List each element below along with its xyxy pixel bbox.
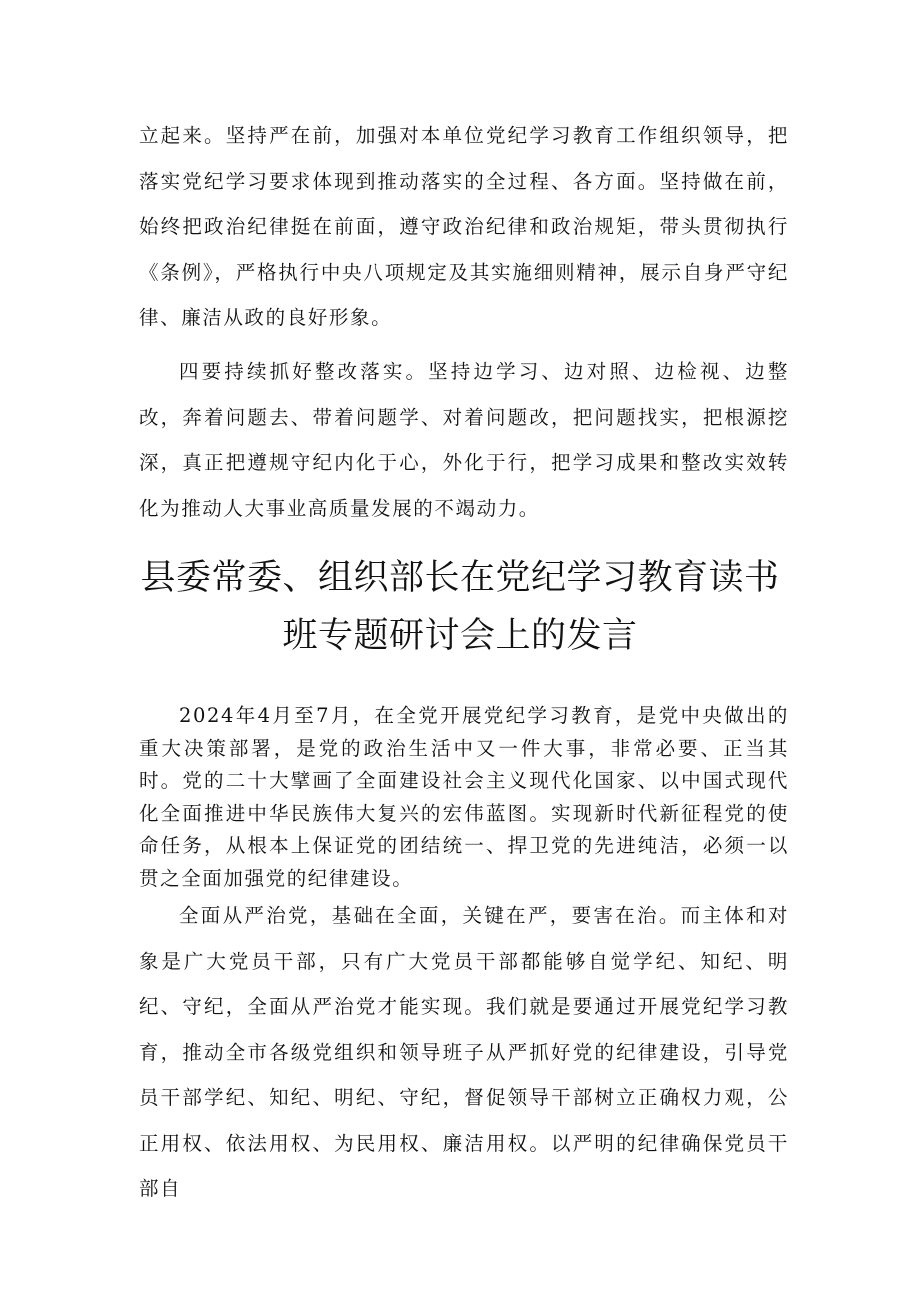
paragraph-continuation: 立起来。坚持严在前，加强对本单位党纪学习教育工作组织领导，把落实党纪学习要求体现到推动落实的全过程、各方面。坚持做在前，始终把政治纪律挺在前面，遵守政治纪律和政治规矩，带头贯彻执行《条例》，严格执行中央八项规定及其实施细则精神，展示自身严守纪律、廉洁从政的良好形象。 — [139, 124, 789, 329]
paragraph-rectification: 四要持续抓好整改落实。坚持边学习、边对照、边检视、边整改，奔着问题去、带着问题学、对着问题改，把问题找实，把根源挖深，真正把遵规守纪内化于心，外化于行，把学习成果和整改实效转化为推动人大事业高质量发展的不竭动力。 — [139, 360, 789, 520]
title-line-1: 县委常委、组织部长在党纪学习教育读书 — [140, 558, 780, 598]
title-line-2: 班专题研讨会上的发言 — [282, 616, 638, 656]
paragraph-intro: 2024年4月至7月，在全党开展党纪学习教育，是党中央做出的重大决策部署，是党的政治生活中又一件大事，非常必要、正当其时。党的二十大擘画了全面建设社会主义现代化国家、以中国式现代化全面推进中华民族伟大复兴的宏伟蓝图。实现新时代新征程党的使命任务，从根本上保证党的团结统一、捍卫党的先进纯洁，必须一以贯之全面加强党的纪律建设。 — [139, 704, 789, 890]
document-title — [100, 549, 820, 665]
paragraph-strict-governance: 全面从严治党，基础在全面，关键在严，要害在治。而主体和对象是广大党员干部，只有广大党员干部都能够自觉学纪、知纪、明纪、守纪，全面从严治党才能实现。我们就是要通过开展党纪学习教育，推动全市各级党组织和领导班子从严抓好党的纪律建设，引导党员干部学纪、知纪、明纪、守纪，督促领导干部树立正确权力观，公正用权、依法用权、为民用权、廉洁用权。以严明的纪律确保党员干部自 — [139, 904, 789, 1200]
